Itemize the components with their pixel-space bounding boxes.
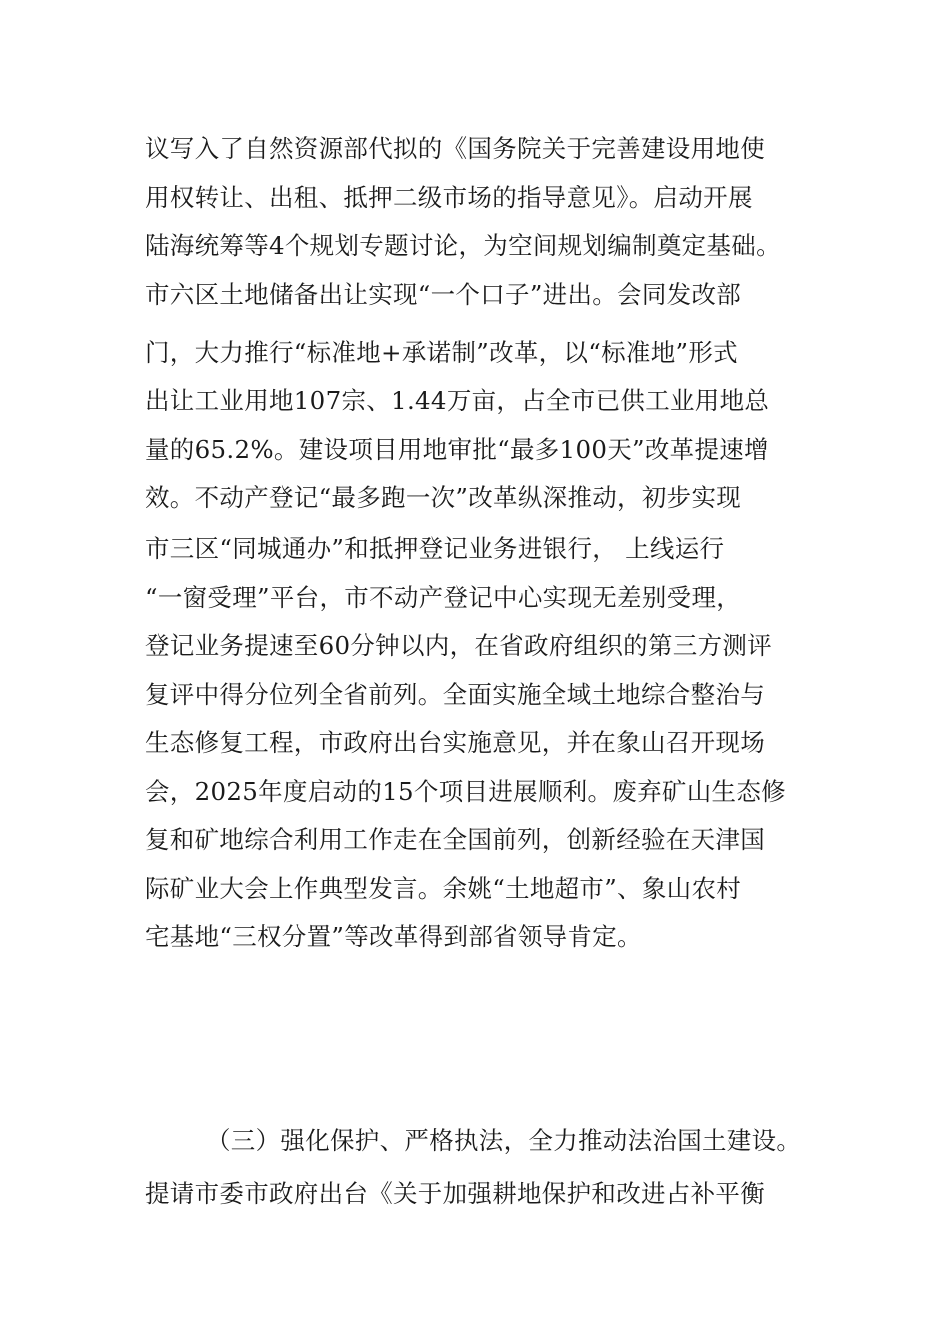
text-line: 登记业务提速至60分钟以内，在省政府组织的第三方测评 <box>145 631 772 660</box>
text-line: 议写入了自然资源部代拟的《国务院关于完善建设用地使 <box>145 134 765 163</box>
text-line: 市三区“同城通办”和抵押登记业务进银行， 上线运行 <box>145 534 725 563</box>
text-line: 复评中得分位列全省前列。全面实施全域土地综合整治与 <box>145 680 765 709</box>
section-heading: （三）强化保护、严格执法，全力推动法治国土建设。 <box>206 1126 802 1155</box>
text-line: 提请市委市政府出台《关于加强耕地保护和改进占补平衡 <box>145 1179 765 1208</box>
text-line: 陆海统筹等4个规划专题讨论，为空间规划编制奠定基础。 <box>145 231 781 260</box>
text-line: 市六区土地储备出让实现“一个口子”进出。会同发改部 <box>145 280 742 309</box>
text-line: 际矿业大会上作典型发言。余姚“土地超市”、象山农村 <box>145 874 742 903</box>
text-line: “一窗受理”平台，市不动产登记中心实现无差别受理， <box>145 583 742 612</box>
text-line: 门，大力推行“标准地+承诺制”改革，以“标准地”形式 <box>145 338 738 367</box>
text-line: 生态修复工程，市政府出台实施意见，并在象山召开现场 <box>145 728 765 757</box>
text-line: 会，2025年度启动的15个项目进展顺利。废弃矿山生态修 <box>145 777 786 806</box>
text-line: 复和矿地综合利用工作走在全国前列，创新经验在天津国 <box>145 825 765 854</box>
text-line: 用权转让、出租、抵押二级市场的指导意见》。启动开展 <box>145 183 753 212</box>
text-line: 出让工业用地107宗、1.44万亩，占全市已供工业用地总 <box>145 386 770 415</box>
text-line: 宅基地“三权分置”等改革得到部省领导肯定。 <box>145 922 642 951</box>
text-line: 量的65.2%。建设项目用地审批“最多100天”改革提速增 <box>145 435 769 464</box>
text-line: 效。不动产登记“最多跑一次”改革纵深推动，初步实现 <box>145 483 742 512</box>
